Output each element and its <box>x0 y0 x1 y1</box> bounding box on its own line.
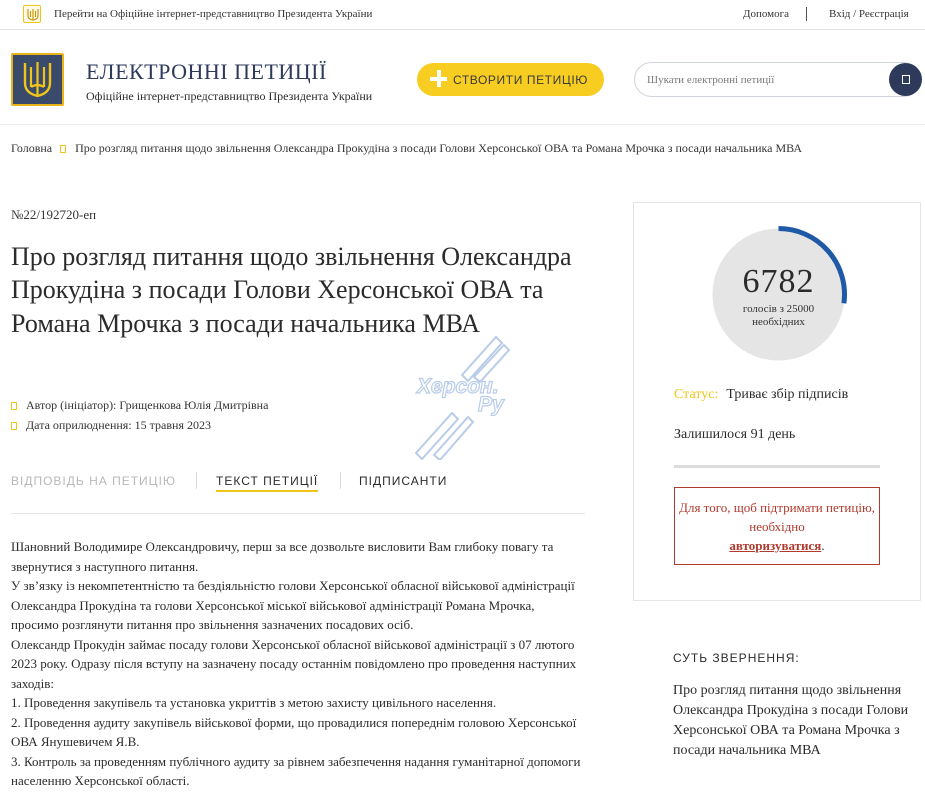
votes-caption: голосів з 25000 необхідних <box>742 303 815 328</box>
petition-author: Автор (ініціатор): Грищенкова Юлія Дмитрівна <box>26 398 269 412</box>
essence-heading: СУТЬ ЗВЕРНЕННЯ: <box>673 651 800 665</box>
tab-separator <box>196 472 197 489</box>
status-row <box>674 387 848 403</box>
petition-stats-card <box>633 202 921 601</box>
create-petition-label: СТВОРИТИ ПЕТИЦІЮ <box>453 73 588 87</box>
breadcrumb-current: Про розгляд питання щодо звільнення Олександра Прокудіна з посади Голови Херсонської ОВА та Романа Мрочка з посади начальника МВА <box>75 141 803 155</box>
trident-icon <box>23 5 41 23</box>
petition-paragraph: У зв’язку із некомпетентністю та бездіяльністю голови Херсонської обласної військової адміністрації Олександра Прокудіна та голови Херсонської міської військової адміністрації Романа Мрочка, просимо розглянути питання про звільнення зазначених посадових осіб. <box>11 578 575 632</box>
status-label: Статус: <box>674 387 719 402</box>
create-petition-button[interactable] <box>417 63 604 96</box>
site-header <box>0 31 925 125</box>
tab-signers[interactable]: ПІДПИСАНТИ <box>359 474 448 488</box>
auth-dot: . <box>821 538 825 553</box>
tab-answer[interactable]: ВІДПОВІДЬ НА ПЕТИЦІЮ <box>11 474 177 488</box>
search-box <box>634 62 921 97</box>
authorize-link[interactable]: авторизуватися <box>729 538 822 553</box>
breadcrumb <box>11 141 911 156</box>
author-icon <box>11 402 17 410</box>
site-subtitle: Офіційне інтернет-представництво Президента України <box>86 89 373 103</box>
tab-separator <box>340 472 341 489</box>
site-logo[interactable] <box>11 53 64 106</box>
petition-date: Дата оприлюднення: 15 травня 2023 <box>26 418 211 432</box>
essence-text: Про розгляд питання щодо звільнення Олександра Прокудіна з посади Голови Херсонської ОВА та Романа Мрочка з посади начальника МВА <box>673 683 909 758</box>
petition-meta <box>11 397 268 437</box>
watermark-logo <box>412 335 532 460</box>
petition-number: №22/192720-еп <box>11 207 97 222</box>
divider-bar <box>674 465 880 468</box>
search-icon <box>902 75 910 84</box>
auth-required-box <box>674 487 880 565</box>
calendar-icon <box>11 422 17 430</box>
petition-tabs <box>11 474 585 514</box>
topbar-divider <box>806 7 807 21</box>
petition-text <box>11 537 585 791</box>
login-register-link[interactable]: Вхід / Реєстрація <box>829 8 909 20</box>
status-value: Триває збір підписів <box>726 387 849 402</box>
site-title[interactable]: ЕЛЕКТРОННІ ПЕТИЦІЇ <box>86 59 327 84</box>
top-bar <box>0 0 925 30</box>
petition-paragraph: Шановний Володимире Олександровичу, перш за все дозвольте висловити Вам глибоку повагу та звернутися з наступного питання. <box>11 539 554 574</box>
watermark-text-top: Херсон. <box>417 375 499 398</box>
watermark-text-bottom: Ру <box>478 393 504 416</box>
plus-icon <box>429 69 448 88</box>
petition-paragraph: 1. Проведення закупівель та установка укриттів з метою захисту цивільного населення. <box>11 695 497 710</box>
search-button[interactable] <box>889 63 922 96</box>
petition-title: Про розгляд питання щодо звільнення Олександра Прокудіна з посади Голови Херсонської ОВА та Романа Мрочка з посади начальника МВА <box>11 242 572 338</box>
votes-count: 6782 <box>742 263 815 300</box>
breadcrumb-separator-icon <box>60 145 66 153</box>
petition-paragraph: 3. Контроль за проведенням публічного аудиту за рівнем забезпечення надання гуманітарної допомоги населенню Херсонської області. <box>11 753 581 788</box>
petition-paragraph: Олександр Прокудін займає посаду голови Херсонської обласної військової адміністрації з 07 лютого 2023 року. Одразу після вступу на зазначену посаду останнім повідомлено про проведення наступних заходів: <box>11 636 577 691</box>
auth-message: Для того, щоб підтримати петицію, необхідно <box>679 500 875 534</box>
petition-paragraph: 2. Проведення аудиту закупівель військової форми, що провадилися попереднім головою Херсонської ОВА Янушевичем Я.В. <box>11 714 577 749</box>
tab-petition-text[interactable]: ТЕКСТ ПЕТИЦІЇ <box>216 474 319 488</box>
trident-icon <box>23 61 52 98</box>
breadcrumb-home-link[interactable]: Головна <box>11 141 53 155</box>
search-input[interactable] <box>647 72 882 88</box>
official-site-link[interactable]: Перейти на Офіційне інтернет-представництво Президента України <box>54 8 373 20</box>
help-link[interactable]: Допомога <box>743 8 790 20</box>
days-remaining: Залишилося 91 день <box>674 427 796 442</box>
